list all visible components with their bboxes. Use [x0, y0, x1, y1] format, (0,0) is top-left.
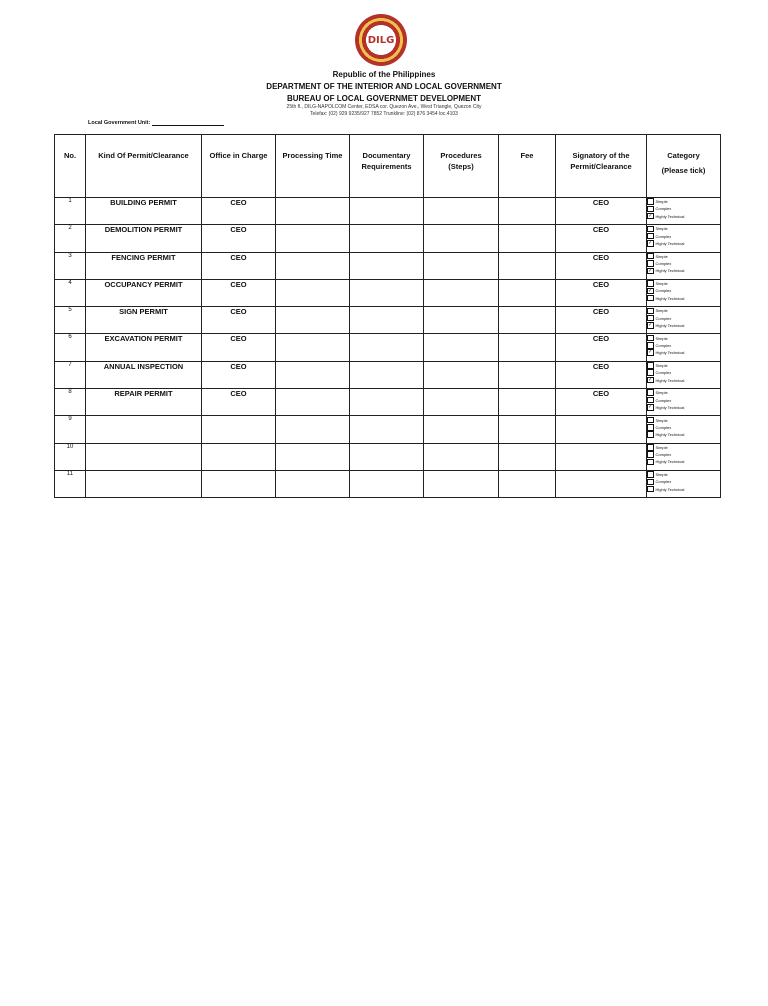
fee-cell[interactable] [499, 361, 556, 388]
category-option[interactable] [647, 213, 720, 220]
checkbox-icon[interactable] [647, 206, 654, 213]
category-option[interactable] [647, 260, 720, 267]
header-address: 25th fl., DILG-NAPOLCOM Center, EDSA cor. Quezon Ave., West Triangle, Quezon City [286, 104, 482, 110]
table-row [55, 389, 721, 416]
signatory-cell[interactable]: CEO [556, 334, 647, 361]
documentary-requirements-cell[interactable] [350, 334, 424, 361]
office-cell[interactable] [202, 470, 276, 497]
signatory-cell[interactable]: CEO [556, 389, 647, 416]
category-option-label: Complex [655, 424, 672, 430]
procedures-cell[interactable] [424, 443, 499, 470]
category-option[interactable] [647, 431, 720, 438]
header-bureau: BUREAU OF LOCAL GOVERNMET DEVELOPMENT [286, 94, 482, 103]
signatory-cell[interactable] [556, 416, 647, 443]
table-row [55, 470, 721, 497]
category-option[interactable] [647, 233, 720, 240]
fee-cell[interactable] [499, 470, 556, 497]
category-cell [647, 361, 721, 388]
permit-kind-cell[interactable]: OCCUPANCY PERMIT [86, 279, 202, 306]
permit-kind-cell[interactable] [86, 416, 202, 443]
fee-cell[interactable] [499, 334, 556, 361]
checkbox-icon[interactable] [647, 335, 654, 342]
category-option[interactable] [647, 225, 720, 232]
office-cell[interactable]: CEO [202, 307, 276, 334]
header-category: Category (Please tick) [647, 135, 721, 198]
documentary-requirements-cell[interactable] [350, 361, 424, 388]
category-option[interactable] [647, 362, 720, 369]
logo-text: DILG [367, 34, 395, 46]
category-option[interactable] [647, 280, 720, 287]
header-processing: Processing Time [276, 135, 350, 198]
checkbox-icon[interactable] [647, 233, 654, 240]
row-number: 8 [55, 389, 86, 416]
category-cell [647, 307, 721, 334]
office-cell[interactable]: CEO [202, 252, 276, 279]
row-number: 3 [55, 252, 86, 279]
procedures-cell[interactable] [424, 470, 499, 497]
processing-time-cell[interactable] [276, 389, 350, 416]
category-option[interactable] [647, 294, 720, 301]
row-number: 6 [55, 334, 86, 361]
documentary-requirements-cell[interactable] [350, 416, 424, 443]
procedures-cell[interactable] [424, 307, 499, 334]
category-option-label: Simple [655, 362, 668, 368]
category-option-label: Complex [655, 288, 672, 294]
documentary-requirements-cell[interactable] [350, 443, 424, 470]
category-option-label: Highly Technical [655, 268, 685, 274]
processing-time-cell[interactable] [276, 279, 350, 306]
processing-time-cell[interactable] [276, 443, 350, 470]
office-cell[interactable]: CEO [202, 334, 276, 361]
processing-time-cell[interactable] [276, 416, 350, 443]
category-option[interactable] [647, 334, 720, 341]
row-number: 5 [55, 307, 86, 334]
category-cell [647, 198, 721, 225]
checkbox-icon[interactable]: ✓ [648, 349, 653, 356]
category-option-label: Complex [655, 233, 672, 239]
checkbox-icon[interactable] [647, 280, 654, 287]
header-telefax: Telefax: (02) 929 9235/927 7852 Trunkline: (02) 876 3454 loc.4103 [310, 111, 458, 117]
category-option-label: Highly Technical [655, 459, 685, 465]
checkbox-icon[interactable] [647, 226, 654, 233]
procedures-cell[interactable] [424, 389, 499, 416]
checkbox-icon[interactable]: ✓ [648, 322, 653, 329]
category-cell [647, 416, 721, 443]
documentary-requirements-cell[interactable] [350, 307, 424, 334]
fee-cell[interactable] [499, 307, 556, 334]
processing-time-cell[interactable] [276, 334, 350, 361]
category-option[interactable] [647, 349, 720, 356]
header-kind: Kind Of Permit/Clearance [86, 135, 202, 198]
category-cell [647, 225, 721, 252]
checkbox-icon[interactable] [647, 471, 654, 478]
procedures-cell[interactable] [424, 252, 499, 279]
row-number: 10 [55, 443, 86, 470]
procedures-cell[interactable] [424, 416, 499, 443]
checkbox-icon[interactable] [647, 431, 654, 438]
category-option[interactable] [647, 307, 720, 314]
row-number: 7 [55, 361, 86, 388]
table-row [55, 279, 721, 306]
lgu-label: Local Government Unit: [88, 120, 151, 126]
checkbox-icon[interactable]: ✓ [648, 240, 653, 247]
category-option-label: Complex [655, 370, 672, 376]
category-option[interactable] [647, 376, 720, 383]
permit-kind-cell[interactable]: ANNUAL INSPECTION [86, 361, 202, 388]
category-option-label: Simple [655, 308, 668, 314]
category-cell [647, 389, 721, 416]
processing-time-cell[interactable] [276, 252, 350, 279]
category-option-label: Complex [655, 315, 672, 321]
category-option[interactable] [647, 267, 720, 274]
category-option[interactable] [647, 389, 720, 396]
documentary-requirements-cell[interactable] [350, 470, 424, 497]
category-option[interactable] [647, 486, 720, 493]
procedures-cell[interactable] [424, 198, 499, 225]
fee-cell[interactable] [499, 416, 556, 443]
permit-kind-cell[interactable]: FENCING PERMIT [86, 252, 202, 279]
category-option[interactable] [647, 322, 720, 329]
processing-time-cell[interactable] [276, 470, 350, 497]
category-option[interactable] [647, 253, 720, 260]
documentary-requirements-cell[interactable] [350, 279, 424, 306]
checkbox-icon[interactable]: ✓ [648, 267, 653, 274]
fee-cell[interactable] [499, 279, 556, 306]
category-cell [647, 443, 721, 470]
table-row [55, 307, 721, 334]
category-option[interactable] [647, 458, 720, 465]
category-option-label: Highly Technical [655, 322, 685, 328]
category-option[interactable] [647, 198, 720, 205]
table-row [55, 198, 721, 225]
category-option-label: Highly Technical [655, 377, 685, 383]
category-option-label: Simple [655, 253, 668, 259]
procedures-cell[interactable] [424, 225, 499, 252]
row-number: 2 [55, 225, 86, 252]
category-option[interactable] [647, 369, 720, 376]
permit-kind-cell[interactable]: BUILDING PERMIT [86, 198, 202, 225]
permit-kind-cell[interactable]: REPAIR PERMIT [86, 389, 202, 416]
permit-table [54, 134, 721, 498]
office-cell[interactable]: CEO [202, 198, 276, 225]
category-option[interactable] [647, 342, 720, 349]
category-option[interactable] [647, 451, 720, 458]
table-row [55, 416, 721, 443]
category-option-label: Simple [655, 390, 668, 396]
documentary-requirements-cell[interactable] [350, 389, 424, 416]
dilg-logo [355, 14, 407, 66]
checkbox-icon[interactable] [647, 295, 654, 302]
checkbox-icon[interactable] [647, 486, 654, 493]
checkbox-icon[interactable] [647, 315, 654, 322]
category-option-label: Simple [655, 472, 668, 478]
category-option-label: Simple [655, 417, 668, 423]
checkbox-icon[interactable]: ✓ [648, 404, 653, 411]
checkbox-icon[interactable] [647, 260, 654, 267]
fee-cell[interactable] [499, 198, 556, 225]
category-option-label: Simple [655, 226, 668, 232]
category-option[interactable] [647, 314, 720, 321]
table-header-row [55, 135, 721, 198]
signatory-cell[interactable]: CEO [556, 225, 647, 252]
office-cell[interactable]: CEO [202, 225, 276, 252]
table-row [55, 443, 721, 470]
signatory-cell[interactable]: CEO [556, 252, 647, 279]
checkbox-icon[interactable] [647, 253, 654, 260]
category-option[interactable] [647, 471, 720, 478]
category-option-label: Complex [655, 261, 672, 267]
permit-kind-cell[interactable] [86, 470, 202, 497]
checkbox-icon[interactable] [647, 362, 654, 369]
category-option-label: Complex [655, 397, 672, 403]
category-option-label: Complex [655, 206, 672, 212]
permit-kind-cell[interactable]: EXCAVATION PERMIT [86, 334, 202, 361]
checkbox-icon[interactable] [647, 451, 654, 458]
header-office: Office in Charge [202, 135, 276, 198]
category-option-label: Highly Technical [655, 350, 685, 356]
checkbox-icon[interactable] [647, 417, 654, 424]
processing-time-cell[interactable] [276, 361, 350, 388]
header-procedures: Procedures (Steps) [424, 135, 499, 198]
category-option[interactable] [647, 240, 720, 247]
procedures-cell[interactable] [424, 361, 499, 388]
category-option-label: Highly Technical [655, 213, 685, 219]
processing-time-cell[interactable] [276, 225, 350, 252]
category-option-label: Simple [655, 444, 668, 450]
category-option-label: Complex [655, 452, 672, 458]
category-option-label: Simple [655, 281, 668, 287]
category-cell [647, 334, 721, 361]
checkbox-icon[interactable]: ✓ [648, 376, 653, 383]
procedures-cell[interactable] [424, 334, 499, 361]
checkbox-icon[interactable] [647, 444, 654, 451]
signatory-cell[interactable]: CEO [556, 307, 647, 334]
lgu-field [88, 120, 224, 126]
category-cell [647, 279, 721, 306]
header-department: DEPARTMENT OF THE INTERIOR AND LOCAL GOVERNMENT [266, 82, 502, 91]
documentary-requirements-cell[interactable] [350, 252, 424, 279]
category-option[interactable] [647, 404, 720, 411]
documentary-requirements-cell[interactable] [350, 198, 424, 225]
header-fee: Fee [499, 135, 556, 198]
row-number: 1 [55, 198, 86, 225]
category-option-label: Simple [655, 335, 668, 341]
category-option[interactable] [647, 478, 720, 485]
processing-time-cell[interactable] [276, 307, 350, 334]
office-cell[interactable]: CEO [202, 389, 276, 416]
category-option-label: Complex [655, 479, 672, 485]
row-number: 4 [55, 279, 86, 306]
category-option[interactable] [647, 416, 720, 423]
office-cell[interactable]: CEO [202, 279, 276, 306]
checkbox-icon[interactable] [647, 459, 654, 466]
permit-kind-cell[interactable]: SIGN PERMIT [86, 307, 202, 334]
checkbox-icon[interactable] [647, 389, 654, 396]
category-cell [647, 470, 721, 497]
row-number: 11 [55, 470, 86, 497]
category-cell [647, 252, 721, 279]
fee-cell[interactable] [499, 225, 556, 252]
checkbox-icon[interactable] [647, 424, 654, 431]
office-cell[interactable]: CEO [202, 361, 276, 388]
signatory-cell[interactable]: CEO [556, 361, 647, 388]
checkbox-icon[interactable] [647, 479, 654, 486]
table-row [55, 361, 721, 388]
documentary-requirements-cell[interactable] [350, 225, 424, 252]
category-option-label: Highly Technical [655, 486, 685, 492]
table-row [55, 252, 721, 279]
checkbox-icon[interactable] [647, 369, 654, 376]
signatory-cell[interactable] [556, 470, 647, 497]
category-option-label: Highly Technical [655, 295, 685, 301]
signatory-cell[interactable] [556, 443, 647, 470]
category-option[interactable] [647, 205, 720, 212]
category-option-label: Highly Technical [655, 241, 685, 247]
category-option-label: Complex [655, 342, 672, 348]
office-cell[interactable] [202, 416, 276, 443]
row-number: 9 [55, 416, 86, 443]
header-signatory: Signatory of the Permit/Clearance [556, 135, 647, 198]
signatory-cell[interactable]: CEO [556, 279, 647, 306]
checkbox-icon[interactable] [647, 198, 654, 205]
category-option[interactable] [647, 396, 720, 403]
checkbox-icon[interactable] [647, 397, 654, 404]
permit-kind-cell[interactable]: DEMOLITION PERMIT [86, 225, 202, 252]
fee-cell[interactable] [499, 252, 556, 279]
category-option-label: Highly Technical [655, 404, 685, 410]
category-option-label: Simple [655, 199, 668, 205]
header-documentary: Documentary Requirements [350, 135, 424, 198]
fee-cell[interactable] [499, 389, 556, 416]
category-option-label: Highly Technical [655, 432, 685, 438]
category-option[interactable] [647, 287, 720, 294]
header-no: No. [55, 135, 86, 198]
office-cell[interactable] [202, 443, 276, 470]
procedures-cell[interactable] [424, 279, 499, 306]
signatory-cell[interactable]: CEO [556, 198, 647, 225]
checkbox-icon[interactable] [647, 308, 654, 315]
header-republic: Republic of the Philippines [332, 70, 436, 79]
lgu-blank-line[interactable] [152, 125, 224, 126]
table-row [55, 225, 721, 252]
checkbox-icon[interactable]: ✓ [648, 287, 653, 294]
category-option[interactable] [647, 444, 720, 451]
category-option[interactable] [647, 424, 720, 431]
checkbox-icon[interactable] [647, 342, 654, 349]
processing-time-cell[interactable] [276, 198, 350, 225]
checkbox-icon[interactable]: ✓ [648, 212, 653, 219]
permit-kind-cell[interactable] [86, 443, 202, 470]
fee-cell[interactable] [499, 443, 556, 470]
table-row [55, 334, 721, 361]
